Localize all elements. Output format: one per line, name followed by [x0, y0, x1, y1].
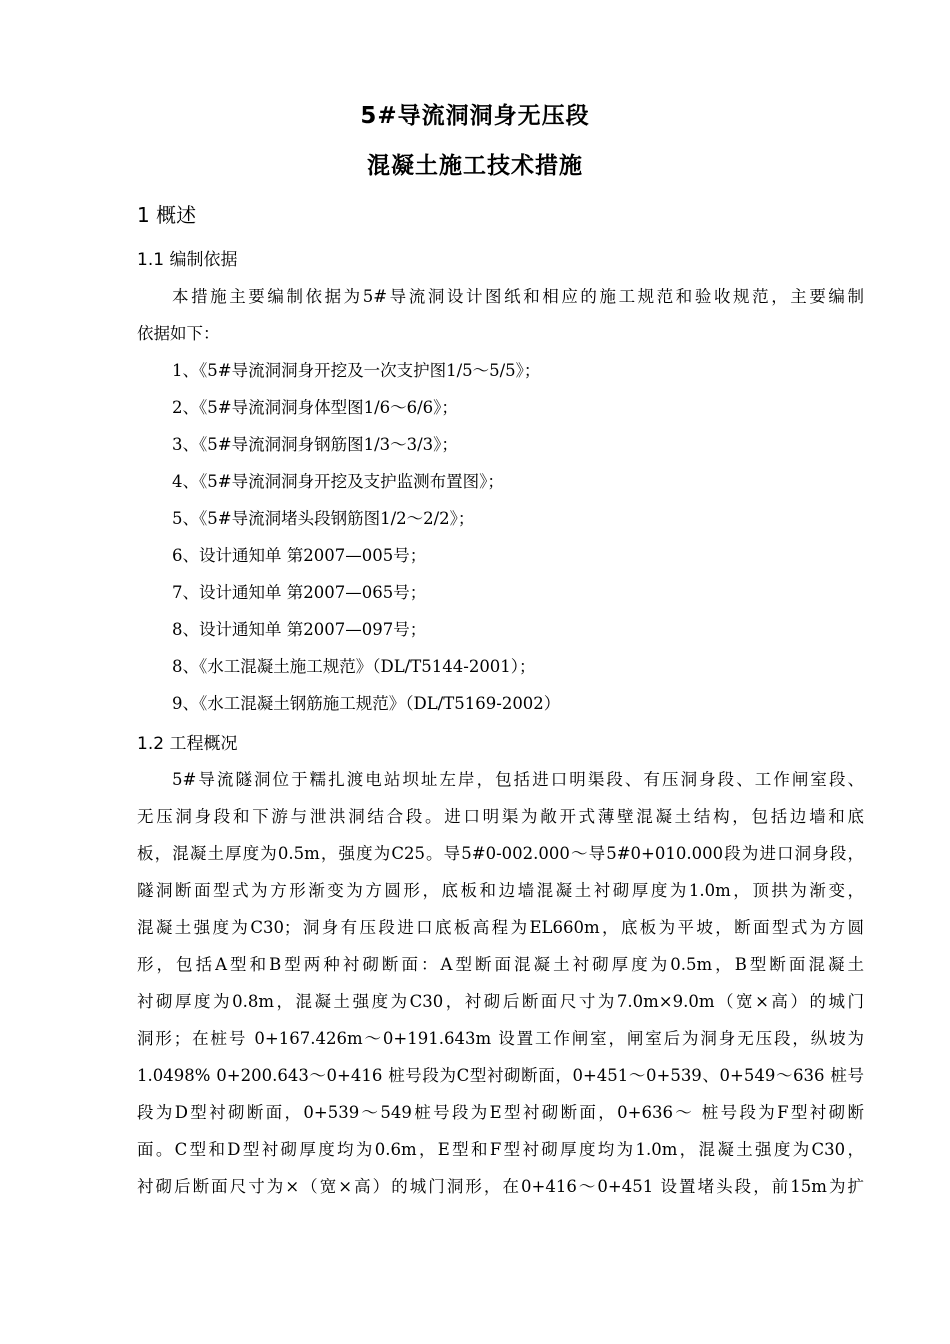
- overview-line: 衬砌厚度为0.8m，混凝土强度为C30，衬砌后断面尺寸为7.0m×9.0m（宽×高）的城门: [137, 992, 864, 1011]
- basis-list-item: 3、《5#导流洞洞身钢筋图1/3～3/3》；: [172, 435, 458, 454]
- overview-line: 5#导流隧洞位于糯扎渡电站坝址左岸，包括进口明渠段、有压洞身段、工作闸室段、: [172, 770, 864, 789]
- basis-list-item: 1、《5#导流洞洞身开挖及一次支护图1/5～5/5》；: [172, 361, 541, 380]
- basis-list-item: 8、《水工混凝土施工规范》（DL/T5144-2001）；: [172, 657, 536, 676]
- basis-list-item: 7、设计通知单 第2007—065号；: [172, 583, 427, 602]
- overview-line: 洞形；在桩号 0+167.426m～0+191.643m 设置工作闸室，闸室后为洞身无压段，纵坡为: [137, 1029, 864, 1048]
- overview-line: 段为D型衬砌断面，0+539～549桩号段为E型衬砌断面，0+636～ 桩号段为F型衬砌断: [137, 1103, 864, 1122]
- document-title-line-2: 混凝土施工技术措施: [367, 153, 583, 179]
- basis-list-item: 4、《5#导流洞洞身开挖及支护监测布置图》；: [172, 472, 504, 491]
- basis-list-item: 2、《5#导流洞洞身体型图1/6～6/6》；: [172, 398, 458, 417]
- overview-line: 面。C型和D型衬砌厚度均为0.6m，E型和F型衬砌厚度均为1.0m，混凝土强度为C30，: [137, 1140, 864, 1159]
- overview-line: 衬砌后断面尺寸为×（宽×高）的城门洞形，在0+416～0+451 设置堵头段，前15m为扩: [137, 1177, 864, 1196]
- section-1-2-heading: 1.2 工程概况: [137, 734, 238, 754]
- overview-line: 板，混凝土厚度为0.5m，强度为C25。导5#0-002.000～导5#0+010.000段为进口洞身段，: [137, 844, 864, 863]
- overview-line: 形，包括A型和B型两种衬砌断面：A型断面混凝土衬砌厚度为0.5m，B型断面混凝土: [137, 955, 864, 974]
- basis-intro-line: 本措施主要编制依据为5#导流洞设计图纸和相应的施工规范和验收规范，主要编制: [172, 287, 864, 306]
- basis-list-item: 8、设计通知单 第2007—097号；: [172, 620, 427, 639]
- basis-intro-line: 依据如下：: [137, 324, 220, 343]
- basis-list-item: 5、《5#导流洞堵头段钢筋图1/2～2/2》；: [172, 509, 475, 528]
- overview-line: 隧洞断面型式为方形渐变为方圆形，底板和边墙混凝土衬砌厚度为1.0m，顶拱为渐变，: [137, 881, 864, 900]
- basis-list-item: 6、设计通知单 第2007—005号；: [172, 546, 427, 565]
- overview-line: 无压洞身段和下游与泄洪洞结合段。进口明渠为敞开式薄壁混凝土结构，包括边墙和底: [137, 807, 864, 826]
- section-1-heading: 1 概述: [137, 203, 197, 227]
- basis-list-item: 9、《水工混凝土钢筋施工规范》（DL/T5169-2002）: [172, 694, 561, 713]
- document-title-line-1: 5#导流洞洞身无压段: [360, 103, 590, 129]
- overview-line: 1.0498% 0+200.643～0+416 桩号段为C型衬砌断面，0+451～0+539、0+549～636 桩号: [137, 1066, 864, 1085]
- section-1-1-heading: 1.1 编制依据: [137, 250, 238, 270]
- overview-line: 混凝土强度为C30；洞身有压段进口底板高程为EL660m，底板为平坡，断面型式为方圆: [137, 918, 864, 937]
